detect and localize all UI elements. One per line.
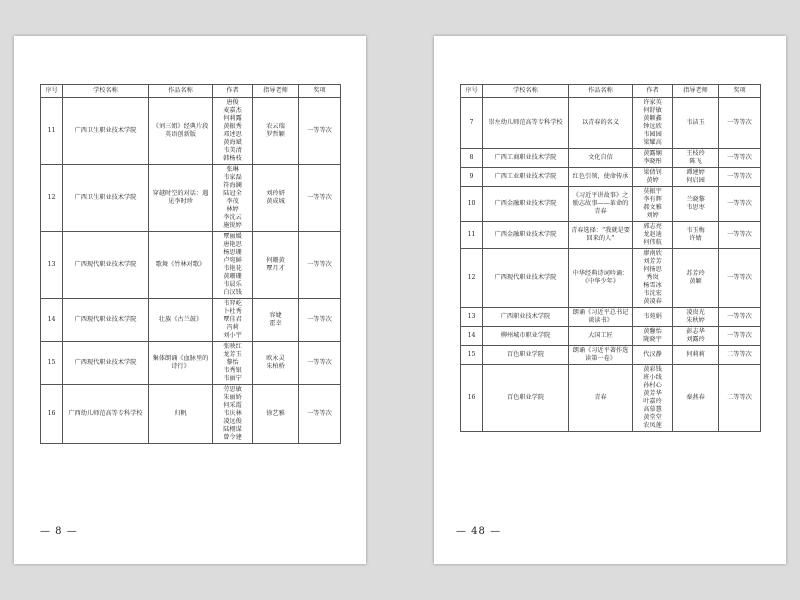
author-name: 劳思敏 [223, 386, 242, 393]
cell-school: 广西卫生职业技术学院 [63, 165, 149, 232]
author-name: 李有辉 [643, 196, 662, 203]
header-no: 序号 [461, 85, 483, 98]
author-name: 李沈云 [223, 214, 242, 221]
cell-award: 一等等次 [719, 187, 761, 222]
cell-award: 一等等次 [299, 98, 341, 165]
cell-advisors [253, 165, 299, 232]
cell-authors [213, 342, 253, 385]
advisor-name: 徐艺雅 [266, 410, 285, 417]
cell-advisors [673, 98, 719, 149]
author-name: 麦嘉杰 [223, 107, 242, 114]
author-name: 韦庆林 [223, 410, 242, 417]
cell-advisors [253, 342, 299, 385]
cell-work: 青春 [569, 365, 633, 432]
table-row [461, 168, 761, 187]
cell-award: 一等等次 [719, 308, 761, 327]
cell-authors [633, 168, 673, 187]
cell-school: 广西卫生职业技术学院 [63, 98, 149, 165]
author-name: 郝文雅 [643, 204, 662, 211]
advisor-name: 陈飞 [689, 158, 702, 165]
cell-award: 一等等次 [299, 165, 341, 232]
author-name: 冯莉 [226, 324, 239, 331]
table-header-row [41, 85, 341, 98]
cell-authors [633, 327, 673, 346]
advisor-name: 韦思枣 [686, 204, 705, 211]
cell-award: 二等等次 [719, 346, 761, 365]
author-name: 韦美清 [223, 147, 242, 154]
cell-authors [213, 165, 253, 232]
cell-authors [213, 385, 253, 444]
cell-work: 文化自信 [569, 149, 633, 168]
cell-work: 青春选择：“我就是要回来的人” [569, 222, 633, 249]
cell-no: 13 [461, 308, 483, 327]
table-row [41, 98, 341, 165]
cell-advisors [253, 299, 299, 342]
table-row [461, 365, 761, 432]
cell-no: 11 [461, 222, 483, 249]
cell-no: 10 [461, 187, 483, 222]
advisor-name: 罗哲颖 [266, 131, 285, 138]
author-name: 唐艳思 [223, 241, 242, 248]
author-name: 何采霞 [223, 402, 242, 409]
table-row [461, 149, 761, 168]
author-name: 韦艳花 [223, 265, 242, 272]
author-name: 郭志亮 [643, 223, 662, 230]
author-name: 黄彩钱 [643, 366, 662, 373]
author-name: 黎怡 [226, 359, 239, 366]
document-page-right [434, 36, 786, 564]
author-name: 廖南欣 [643, 250, 662, 257]
cell-work: 中华经典诗词吟诵：《中华少年》 [569, 249, 633, 308]
cell-work: 大国工匠 [569, 327, 633, 346]
author-name: 黄海斌 [223, 139, 242, 146]
award-table-left [40, 84, 341, 444]
author-name: 李茂 [226, 198, 239, 205]
author-name: 钟远欣 [643, 123, 662, 130]
advisor-name: 兰晓黎 [686, 196, 705, 203]
author-name: 何舒敏 [643, 107, 662, 114]
author-name: 杨雪冰 [643, 282, 662, 289]
cell-award: 一等等次 [299, 299, 341, 342]
author-name: 韦家磊 [223, 174, 242, 181]
author-name: 高慕慧 [643, 406, 662, 413]
document-page-left [14, 36, 366, 564]
advisor-name: 刘玲妍 [266, 190, 285, 197]
header-work: 作品名称 [569, 85, 633, 98]
author-name: 覃佳君 [223, 316, 242, 323]
cell-award: 一等等次 [719, 249, 761, 308]
advisor-name: 朱柏桥 [266, 363, 285, 370]
cell-school: 广西现代职业技术学院 [63, 232, 149, 299]
advisor-name: 容婕 [269, 312, 282, 319]
author-name: 孙村心 [643, 382, 662, 389]
advisor-name: 霍幸 [269, 320, 282, 327]
cell-work: 朗诵《习近平总书记谈读书》 [569, 308, 633, 327]
cell-award: 一等等次 [719, 149, 761, 168]
author-name: 刘婷 [646, 212, 659, 219]
author-name: 许家英 [643, 99, 662, 106]
cell-school: 柳州城市职业学院 [483, 327, 569, 346]
cell-school: 广西职业技术学院 [483, 308, 569, 327]
cell-no: 15 [41, 342, 63, 385]
cell-school: 广西现代职业技术学院 [63, 299, 149, 342]
cell-no: 9 [461, 168, 483, 187]
cell-advisors [253, 385, 299, 444]
cell-school: 百色职业学院 [483, 346, 569, 365]
author-name: 韦晨乐 [223, 281, 242, 288]
author-name: 黄芳华 [643, 390, 662, 397]
author-name: 何莉露 [223, 115, 242, 122]
author-name: 卜杜秀 [223, 308, 242, 315]
author-name: 何伟航 [643, 239, 662, 246]
table-row [461, 249, 761, 308]
header-school: 学校名称 [63, 85, 149, 98]
author-name: 曾令建 [223, 434, 242, 441]
table-body-left [41, 98, 341, 444]
cell-school: 广西幼儿师范高等专科学校 [63, 385, 149, 444]
cell-work: 穿越时空的对话：遇见李时珍 [149, 165, 213, 232]
advisor-name: 谭建婷 [686, 169, 705, 176]
advisor-name: 刘露玲 [686, 336, 705, 343]
cell-advisors [673, 308, 719, 327]
advisor-name: 彭志华 [686, 328, 705, 335]
cell-work: 《刘三姐》经典片段英语创新版 [149, 98, 213, 165]
table-row [461, 222, 761, 249]
cell-advisors [673, 365, 719, 432]
advisor-name: 农云瑞 [266, 123, 285, 130]
author-name: 张琳 [226, 166, 239, 173]
cell-no: 16 [461, 365, 483, 432]
cell-authors [633, 346, 673, 365]
table-row [461, 346, 761, 365]
cell-award: 一等等次 [299, 385, 341, 444]
cell-award: 一等等次 [299, 342, 341, 385]
cell-work: 以青春的名义 [569, 98, 633, 149]
cell-work: 红色引领，使命传承 [569, 168, 633, 187]
author-name: 覃丽媛 [223, 233, 242, 240]
page-number: — 8 — [40, 526, 78, 537]
advisor-name: 许婧 [689, 235, 702, 242]
table-row [461, 308, 761, 327]
author-name: 黄露娴 [643, 150, 662, 157]
table-row [41, 232, 341, 299]
header-authors: 作者 [213, 85, 253, 98]
author-name: 杨思珊 [223, 249, 242, 256]
cell-school: 百色职业学院 [483, 365, 569, 432]
author-name: 梁耀高 [643, 139, 662, 146]
cell-authors [633, 98, 673, 149]
advisor-name: 黄成城 [266, 198, 285, 205]
cell-authors [213, 299, 253, 342]
table-row [461, 327, 761, 346]
author-name: 韦羿屹 [223, 300, 242, 307]
cell-no: 13 [41, 232, 63, 299]
page-number: — 48 — [456, 526, 502, 537]
cell-work: 朗诵《习近平著作选读第一卷》 [569, 346, 633, 365]
author-name: 凌远俊 [223, 418, 242, 425]
table-row [461, 187, 761, 222]
cell-advisors [673, 249, 719, 308]
author-name: 龙赵迪 [643, 231, 662, 238]
author-name: 陇晓宇 [643, 336, 662, 343]
author-name: 李晓彤 [643, 158, 662, 165]
header-no: 序号 [41, 85, 63, 98]
author-name: 陆冠全 [223, 190, 242, 197]
author-name: 农凤莲 [643, 422, 662, 429]
author-name: 韦丽宁 [223, 375, 242, 382]
advisor-name: 覃月才 [266, 265, 285, 272]
cell-award: 一等等次 [719, 98, 761, 149]
cell-advisors [673, 327, 719, 346]
header-work: 作品名称 [149, 85, 213, 98]
cell-advisors [673, 346, 719, 365]
author-name: 叶嘉玲 [643, 398, 662, 405]
cell-award: 一等等次 [719, 222, 761, 249]
header-authors: 作者 [633, 85, 673, 98]
cell-no: 12 [461, 249, 483, 308]
advisor-name: 欧永灵 [266, 355, 285, 362]
cell-advisors [253, 98, 299, 165]
cell-authors [213, 232, 253, 299]
header-advisors: 指导老师 [253, 85, 299, 98]
table-body-right [461, 98, 761, 432]
table-header-row [461, 85, 761, 98]
author-name: 韦苑娟 [643, 313, 662, 320]
author-name: 黄凌春 [643, 298, 662, 305]
author-name: 秀岚 [646, 274, 659, 281]
advisor-name: 何启园 [686, 177, 705, 184]
cell-school: 广西现代职业技术学院 [483, 249, 569, 308]
cell-no: 16 [41, 385, 63, 444]
cell-authors [633, 249, 673, 308]
author-name: 何扬思 [643, 266, 662, 273]
cell-award: 一等等次 [719, 168, 761, 187]
author-name: 黄婷 [646, 177, 659, 184]
award-table-right [460, 84, 761, 432]
author-name: 卢宛鲜 [223, 257, 242, 264]
author-name: 莫振宇 [643, 188, 662, 195]
cell-no: 7 [461, 98, 483, 149]
header-school: 学校名称 [483, 85, 569, 98]
author-name: 邓述思 [223, 131, 242, 138]
cell-advisors [673, 168, 719, 187]
advisor-name: 苏芳玲 [686, 270, 705, 277]
cell-no: 12 [41, 165, 63, 232]
cell-award: 一等等次 [299, 232, 341, 299]
author-name: 黄振秀 [223, 123, 242, 130]
table-row [41, 385, 341, 444]
author-name: 林婷 [226, 206, 239, 213]
cell-no: 14 [41, 299, 63, 342]
author-name: 黄珊珊 [223, 273, 242, 280]
cell-authors [633, 222, 673, 249]
author-name: 龙芳玉 [223, 351, 242, 358]
author-name: 黄颖鑫 [643, 115, 662, 122]
table-row [461, 98, 761, 149]
table-row [41, 165, 341, 232]
author-name: 陆栩谋 [223, 426, 242, 433]
author-name: 符海澜 [223, 182, 242, 189]
advisor-name: 王枝玲 [686, 150, 705, 157]
cell-advisors [253, 232, 299, 299]
advisor-name: 秦燕春 [686, 394, 705, 401]
advisor-name: 何莉莉 [686, 351, 705, 358]
author-name: 韦沈宏 [643, 290, 662, 297]
cell-authors [633, 365, 673, 432]
cell-school: 广西金融职业技术学院 [483, 187, 569, 222]
author-name: 韦秀银 [223, 367, 242, 374]
cell-work: 《习近平讲故事》之励志故事——革命的青春 [569, 187, 633, 222]
advisor-name: 韦玉梅 [686, 227, 705, 234]
cell-advisors [673, 222, 719, 249]
author-name: 张映红 [223, 343, 242, 350]
cell-work: 集体朗诵《血脉里的诗行》 [149, 342, 213, 385]
advisor-name: 凌贵光 [686, 309, 705, 316]
cell-award: 一等等次 [719, 327, 761, 346]
author-name: 白汉钱 [223, 289, 242, 296]
cell-school: 广西工业职业技术学院 [483, 168, 569, 187]
cell-advisors [673, 187, 719, 222]
author-name: 梁倩钊 [643, 169, 662, 176]
author-name: 韦园园 [643, 131, 662, 138]
cell-authors [633, 187, 673, 222]
cell-authors [213, 98, 253, 165]
cell-authors [633, 149, 673, 168]
author-name: 唐俊 [226, 99, 239, 106]
cell-school: 广西现代职业技术学院 [63, 342, 149, 385]
header-award: 奖项 [719, 85, 761, 98]
advisor-name: 朱秋婷 [686, 317, 705, 324]
author-name: 黄堂堂 [643, 414, 662, 421]
author-name: 刘小宇 [223, 332, 242, 339]
author-name: 刘芳芳 [643, 258, 662, 265]
author-name: 班小线 [643, 374, 662, 381]
cell-award: 二等等次 [719, 365, 761, 432]
cell-school: 广西金融职业技术学院 [483, 222, 569, 249]
cell-school: 广西工商职业技术学院 [483, 149, 569, 168]
cell-no: 8 [461, 149, 483, 168]
advisor-name: 韦洁玉 [686, 119, 705, 126]
cell-no: 14 [461, 327, 483, 346]
advisor-name: 黄颖 [689, 278, 702, 285]
cell-work: 壮族《古兰鼓》 [149, 299, 213, 342]
advisor-name: 何珊黄 [266, 257, 285, 264]
cell-school: 崇左幼儿师范高等专科学校 [483, 98, 569, 149]
table-row [41, 342, 341, 385]
header-advisors: 指导老师 [673, 85, 719, 98]
author-name: 施锐婷 [223, 222, 242, 229]
author-name: 朱丽娇 [223, 394, 242, 401]
author-name: 黄馨怡 [643, 328, 662, 335]
cell-no: 15 [461, 346, 483, 365]
table-row [41, 299, 341, 342]
cell-no: 11 [41, 98, 63, 165]
author-name: 代汉静 [643, 351, 662, 358]
cell-advisors [673, 149, 719, 168]
cell-authors [633, 308, 673, 327]
author-name: 韩杨枝 [223, 155, 242, 162]
cell-work: 归帆 [149, 385, 213, 444]
header-award: 奖项 [299, 85, 341, 98]
cell-work: 歌舞《竹林对歌》 [149, 232, 213, 299]
